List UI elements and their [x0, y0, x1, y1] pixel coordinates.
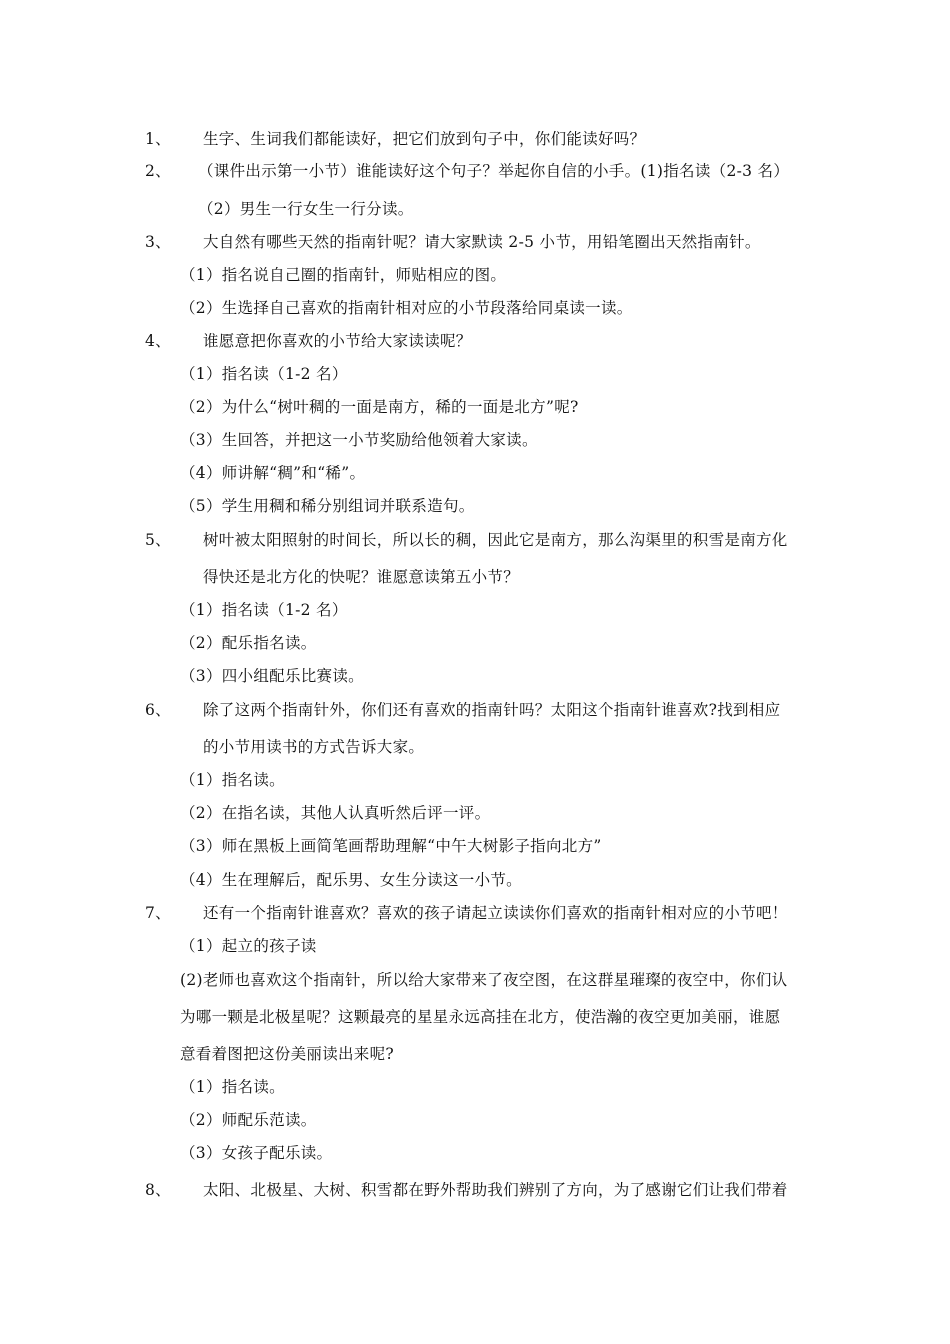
item-number: 3、: [145, 233, 171, 251]
item-text: （2）男生一行女生一行分读。: [198, 200, 414, 218]
item-text: （课件出示第一小节）谁能读好这个句子？举起你自信的小手。(1)指名读（2-3 名）: [198, 162, 790, 180]
item-text: （1）指名读（1-2 名）: [180, 365, 348, 383]
item-text: 生字、生词我们都能读好，把它们放到句子中，你们能读好吗？: [203, 130, 646, 148]
item-text: （2）在指名读，其他人认真听然后评一评。: [180, 804, 491, 822]
item-text: （5）学生用稠和稀分别组词并联系造句。: [180, 497, 475, 515]
item-text: （3）女孩子配乐读。: [180, 1144, 333, 1162]
item-text: （2）师配乐范读。: [180, 1111, 317, 1129]
item-text: 谁愿意把你喜欢的小节给大家读读呢？: [203, 332, 472, 350]
item-text: (2)老师也喜欢这个指南针，所以给大家带来了夜空图，在这群星璀璨的夜空中，你们认: [180, 971, 788, 989]
item-number: 7、: [145, 904, 171, 922]
item-text: 还有一个指南针谁喜欢？喜欢的孩子请起立读读你们喜欢的指南针相对应的小节吧！: [203, 904, 788, 922]
item-number: 1、: [145, 130, 171, 148]
item-text: 除了这两个指南针外，你们还有喜欢的指南针吗？太阳这个指南针谁喜欢?找到相应: [203, 701, 781, 719]
item-text: （2）配乐指名读。: [180, 634, 317, 652]
item-number: 5、: [145, 531, 171, 549]
item-text: （2）为什么“树叶稠的一面是南方，稀的一面是北方”呢?: [180, 398, 579, 416]
item-text: 的小节用读书的方式告诉大家。: [203, 738, 425, 756]
item-text: 太阳、北极星、大树、积雪都在野外帮助我们辨别了方向，为了感谢它们让我们带着: [203, 1181, 788, 1199]
item-number: 4、: [145, 332, 171, 350]
item-text: （4）生在理解后，配乐男、女生分读这一小节。: [180, 871, 522, 889]
item-text: 为哪一颗是北极星呢？这颗最亮的星星永远高挂在北方，使浩瀚的夜空更加美丽，谁愿: [180, 1008, 781, 1026]
item-text: （3）四小组配乐比赛读。: [180, 667, 364, 685]
item-text: （1）起立的孩子读: [180, 937, 317, 955]
item-text: （3）生回答，并把这一小节奖励给他领着大家读。: [180, 431, 538, 449]
item-text: 大自然有哪些天然的指南针呢？请大家默读 2-5 小节，用铅笔圈出天然指南针。: [203, 233, 761, 251]
item-text: （1）指名读（1-2 名）: [180, 601, 348, 619]
item-number: 2、: [145, 162, 171, 180]
item-text: （1）指名说自己圈的指南针，师贴相应的图。: [180, 266, 507, 284]
item-text: 树叶被太阳照射的时间长，所以长的稠，因此它是南方，那么沟渠里的积雪是南方化: [203, 531, 788, 549]
item-number: 6、: [145, 701, 171, 719]
item-text: （3）师在黑板上画简笔画帮助理解“中午大树影子指向北方”: [180, 837, 602, 855]
item-text: 得快还是北方化的快呢？谁愿意读第五小节？: [203, 568, 520, 586]
item-text: （1）指名读。: [180, 1078, 285, 1096]
item-number: 8、: [145, 1181, 171, 1199]
item-text: （2）生选择自己喜欢的指南针相对应的小节段落给同桌读一读。: [180, 299, 633, 317]
item-text: 意看着图把这份美丽读出来呢?: [180, 1045, 395, 1063]
item-text: （4）师讲解“稠”和“稀”。: [180, 464, 366, 482]
item-text: （1）指名读。: [180, 771, 285, 789]
